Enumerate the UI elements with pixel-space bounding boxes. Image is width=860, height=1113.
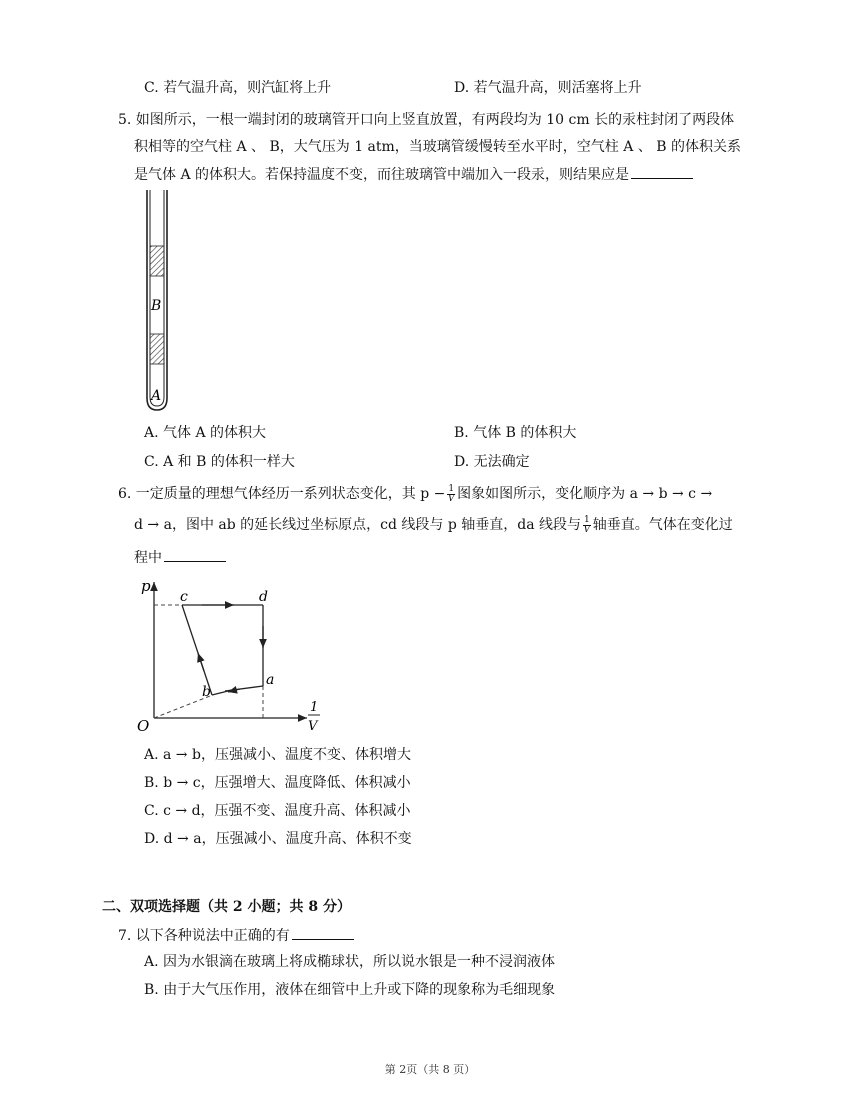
fraction-1-over-v: $\frac{1}{V}$ — [448, 483, 455, 504]
axis-label-p: p — [141, 577, 151, 595]
q6-option-b: B. b → c，压强增大、温度降低、体积减小 — [144, 775, 411, 791]
fraction-1-over-v: $\frac{1}{V}$ — [583, 514, 591, 535]
q5-stem-line3: 是气体 A 的体积大。若保持温度不变，而往玻璃管中端加入一段汞，则结果应是 — [134, 164, 693, 185]
page-footer: 第 2页（共 8 页） — [384, 1063, 476, 1076]
line-a-to-b-end — [212, 690, 232, 695]
q7-option-a: A. 因为水银滴在玻璃上将成椭球状，所以说水银是一种不浸润液体 — [144, 954, 556, 970]
q6-p-1v-graph — [132, 576, 342, 734]
q5-tube-figure — [130, 188, 180, 416]
q5-stem-line1: 5. 如图所示，一根一端封闭的玻璃管开口向上竖直放置，有两段均为 10 cm 长的汞柱封闭了两段体 — [118, 112, 735, 128]
mercury-column-lower — [150, 334, 164, 364]
q6-stem-line1: 6. 一定质量的理想气体经历一系列状态变化，其 p − $\frac{1}{V}$ 图象如图所示，变化顺序为 a → b → c → — [118, 483, 713, 504]
q6-stem-line3: 程中 — [134, 547, 226, 568]
answer-blank — [631, 164, 693, 179]
label-gas-b: B — [151, 298, 162, 314]
answer-blank — [164, 547, 226, 562]
point-label-c: c — [180, 589, 188, 605]
q6-option-c: C. c → d，压强不变、温度升高、体积减小 — [144, 803, 411, 819]
q7-stem: 7. 以下各种说法中正确的有 — [118, 925, 354, 946]
q6-option-a: A. a → b，压强减小、温度不变、体积增大 — [144, 747, 411, 763]
q5-option-d: D. 无法确定 — [454, 454, 530, 470]
point-label-b: b — [202, 684, 211, 700]
q6-option-d: D. d → a，压强减小、温度升高、体积不变 — [144, 831, 412, 847]
axis-label-x-den: V — [308, 719, 318, 734]
label-gas-a: A — [151, 388, 162, 404]
q5-option-c: C. A 和 B 的体积一样大 — [144, 454, 295, 470]
point-label-d: d — [259, 589, 268, 605]
q6-stem-line2: d → a，图中 ab 的延长线过坐标原点，cd 线段与 p 轴垂直，da 线段与 $\frac{1}{V}$ 轴垂直。气体在变化过 — [134, 514, 733, 535]
origin-label: O — [137, 717, 150, 734]
q5-option-a: A. 气体 A 的体积大 — [144, 425, 267, 441]
q7-option-b: B. 由于大气压作用，液体在细管中上升或下降的现象称为毛细现象 — [144, 982, 556, 998]
q5-stem-line2: 积相等的空气柱 A 、 B，大气压为 1 atm，当玻璃管缓慢转至水平时，空气柱 A 、 B 的体积关系 — [134, 139, 742, 155]
axis-label-x-num: 1 — [310, 700, 319, 715]
point-label-a: a — [266, 672, 275, 688]
answer-blank — [292, 925, 354, 940]
q4-option-c: C. 若气温升高，则汽缸将上升 — [144, 80, 332, 96]
mercury-column-upper — [150, 246, 164, 276]
q4-option-d: D. 若气温升高，则活塞将上升 — [454, 80, 642, 96]
section-title: 二、双项选择题（共 2 小题；共 8 分） — [102, 899, 351, 915]
q5-option-b: B. 气体 B 的体积大 — [454, 425, 577, 441]
line-b-to-c — [182, 605, 212, 695]
